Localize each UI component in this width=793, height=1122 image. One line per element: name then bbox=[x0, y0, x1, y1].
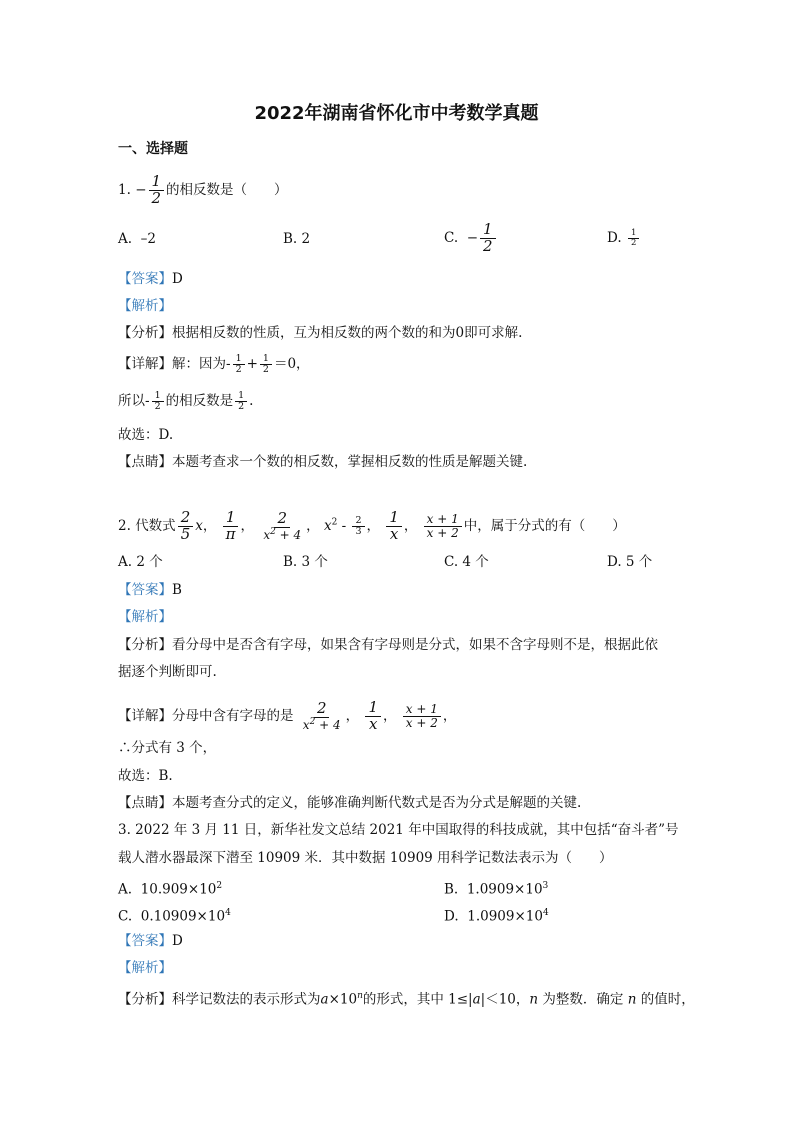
option-a: A. 2 个 bbox=[118, 554, 163, 570]
answer-tag: 【答案】 bbox=[118, 271, 172, 287]
option-d: D. $1.0909\times 10^4$ bbox=[444, 908, 549, 925]
fenxi-line: 【分析】看分母中是否含有字母，如果含有字母则是分式，如果不含字母则不是，根据此依 bbox=[118, 637, 658, 653]
gu-line: 故选：D. bbox=[118, 427, 174, 443]
section-heading: 一、选择题 bbox=[118, 141, 188, 157]
dianjing-line: 【点睛】本题考查分式的定义，能够准确判断代数式是否为分式是解题的关键. bbox=[118, 795, 582, 811]
analysis-tag: 【解析】 bbox=[118, 298, 172, 314]
answer-line: 【答案】D bbox=[118, 271, 183, 287]
option-a: A. $10.909\times 10^2$ bbox=[118, 881, 223, 898]
option-b: B. 3 个 bbox=[283, 554, 328, 570]
therefore-line: ∴分式有 3 个， bbox=[118, 740, 217, 756]
question-3-line-2: 载人潜水器最深下潜至 10909 米．其中数据 10909 用科学记数法表示为（ ） bbox=[118, 850, 613, 866]
answer-line: 【答案】B bbox=[118, 582, 182, 598]
fenxi-line: 【分析】根据相反数的性质，互为相反数的两个数的和为0即可求解. bbox=[118, 325, 523, 341]
option-c: C. $0.10909\times 10^4$ bbox=[118, 908, 231, 925]
page-title: 2022年湖南省怀化市中考数学真题 bbox=[254, 103, 539, 124]
question-2: 2. 代数式 $\frac{2}{5}$ x， $\frac{1}{\pi}$ ， $\frac{2}{x^2 + 4}$ ， $x^2$ - $\frac{2}{3}$ ， $\frac{1}{x}$ ， $\frac{x + 1}{x + 2}$ 中，属于分式的有（ ） bbox=[118, 508, 626, 543]
option-d: D. 5 个 bbox=[607, 554, 653, 570]
analysis-tag: 【解析】 bbox=[118, 960, 172, 976]
option-a: A. –2 bbox=[118, 231, 156, 247]
gu-line: 故选：B. bbox=[118, 768, 173, 784]
option-c: C. 4 个 bbox=[444, 554, 489, 570]
xiangjie-line: 【详解】解：因为- $\frac{1}{2}$ + $\frac{1}{2}$ ＝0， bbox=[118, 353, 310, 375]
option-c: C. − $\frac{1}{2}$ bbox=[444, 222, 498, 255]
fraction: $\frac{1}{2}$ bbox=[149, 174, 165, 207]
option-b: B. 2 bbox=[283, 231, 311, 247]
analysis-tag: 【解析】 bbox=[118, 609, 172, 625]
dianjing-line: 【点睛】本题考查求一个数的相反数，掌握相反数的性质是解题关键. bbox=[118, 454, 528, 470]
fenxi-line-2: 据逐个判断即可. bbox=[118, 664, 217, 680]
fenxi-line: 【分析】科学记数法的表示形式为$a\times 10^n$的形式，其中 1≤|a|＜10，n 为整数．确定 n 的值时， bbox=[118, 991, 695, 1008]
option-d: D. $\frac{1}{2}$ bbox=[607, 228, 641, 248]
answer-line: 【答案】D bbox=[118, 933, 183, 949]
question-3-line-1: 3. 2022 年 3 月 11 日，新华社发文总结 2021 年中国取得的科技成就，其中包括“奋斗者”号 bbox=[118, 822, 679, 838]
question-stem: 的相反数是（ ） bbox=[166, 181, 288, 198]
option-b: B. $1.0909\times 10^3$ bbox=[444, 881, 549, 898]
suoyi-line: 所以- $\frac{1}{2}$ 的相反数是 $\frac{1}{2}$ . bbox=[118, 390, 254, 412]
question-number: 1. bbox=[118, 181, 131, 198]
xiangjie-line: 【详解】分母中含有字母的是 $\frac{2}{x^2 + 4}$ ， $\frac{1}{x}$ ， $\frac{x + 1}{x + 2}$ ， bbox=[118, 698, 457, 733]
question-1: 1. − $\frac{1}{2}$ 的相反数是（ ） bbox=[118, 172, 288, 207]
